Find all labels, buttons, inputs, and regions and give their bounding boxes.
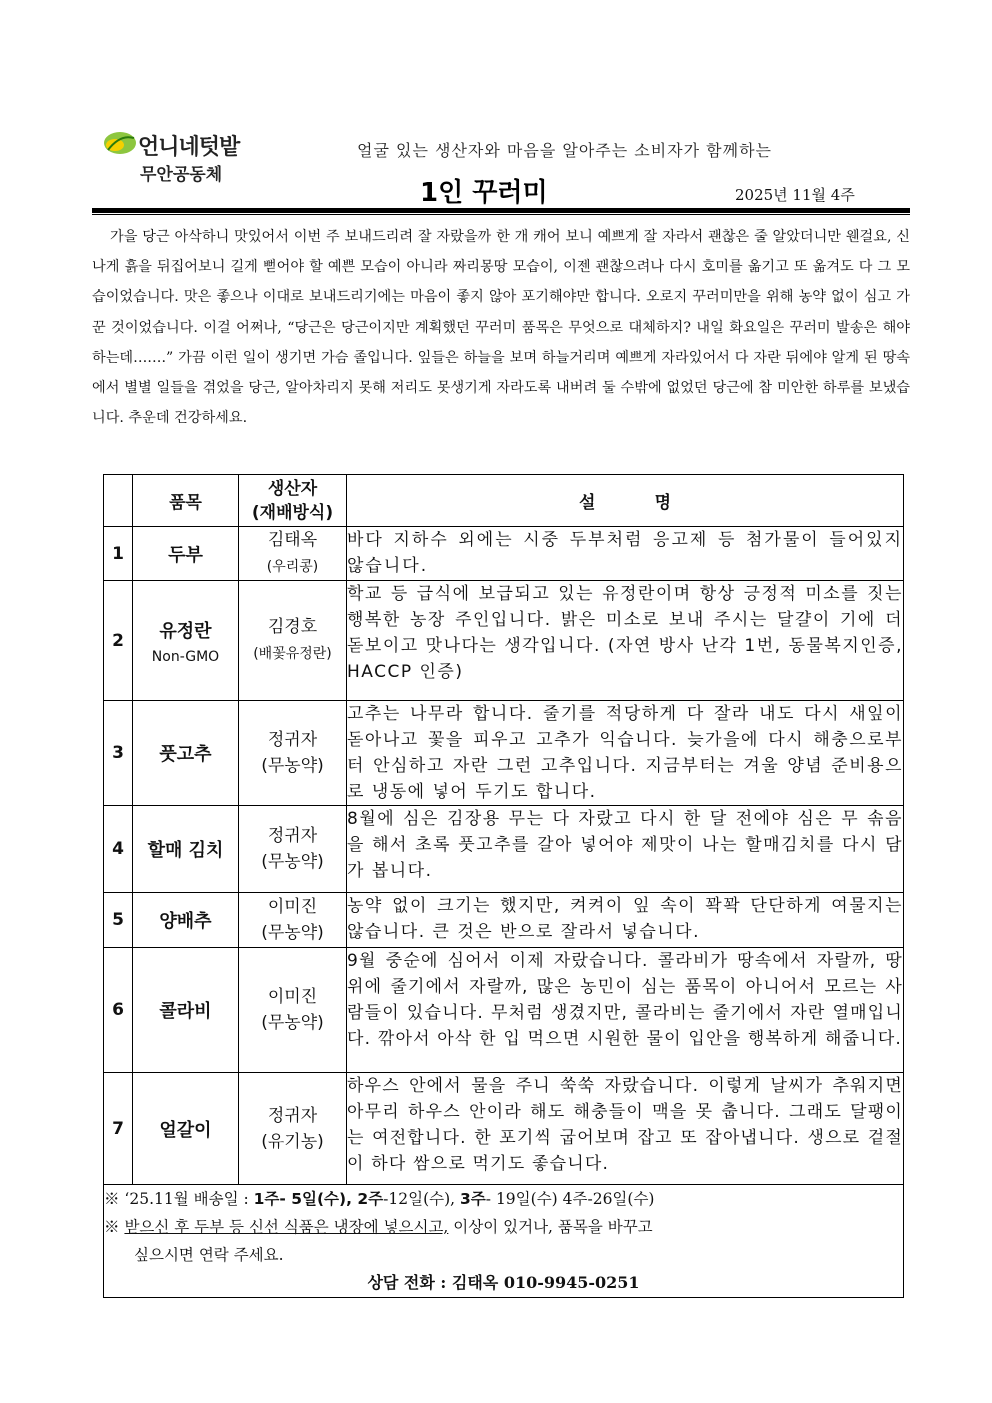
logo-name: 언니네텃밭 — [138, 135, 240, 160]
item-name: 유정란 — [159, 620, 212, 642]
shipping-week2: -12일(수), — [383, 1190, 461, 1208]
item-name: 콜라비 — [159, 1001, 212, 1022]
header-method-label: (재배방식) — [251, 502, 334, 523]
row-number: 3 — [104, 701, 133, 806]
shipping-dates — [104, 1185, 903, 1213]
item-description: 농약 없이 크기는 했지만, 켜켜이 잎 속이 꽉꽉 단단하게 여물지는 않습니다. 큰 것은 반으로 잘라서 넣습니다. — [347, 893, 904, 948]
table-row — [104, 893, 904, 948]
row-number: 4 — [104, 806, 133, 893]
farming-method: (무농약) — [261, 923, 324, 943]
page-title: 1인 꾸러미 — [420, 178, 548, 208]
producer-cell — [239, 893, 347, 948]
producer-cell — [239, 527, 347, 581]
producer-name: 이미진 — [267, 897, 318, 917]
notes-cell — [104, 1185, 904, 1298]
header-item: 품목 — [133, 475, 239, 527]
producer-name: 정귀자 — [267, 826, 318, 846]
row-number: 1 — [104, 527, 133, 581]
table-row — [104, 527, 904, 581]
items-table — [103, 474, 904, 1298]
shipping-prefix: ※ ‘25.11월 배송일 : — [104, 1190, 254, 1208]
storage-note — [104, 1213, 903, 1241]
item-description: 고추는 나무라 합니다. 줄기를 적당하게 다 잘라 내도 다시 새잎이 돋아나고 꽃을 피우고 고추가 익습니다. 늦가을에 다시 해충으로부터 안심하고 자란 그런 고추입니다. 지금부터는 겨울 양념 준비용으로 냉동에 넣어 두기도 합니다. — [347, 701, 904, 806]
logo — [100, 128, 260, 184]
farming-method: (우리콩) — [266, 559, 319, 575]
row-number: 5 — [104, 893, 133, 948]
item-name-cell — [133, 581, 239, 701]
logo-org: 무안공동체 — [140, 165, 223, 185]
item-name: 풋고추 — [159, 744, 212, 765]
table-row — [104, 701, 904, 806]
producer-name: 정귀자 — [267, 1105, 318, 1126]
table-row — [104, 1073, 904, 1185]
leaf-logo-icon — [102, 130, 138, 156]
item-name: 양배추 — [159, 911, 212, 932]
farming-method: (무농약) — [261, 1013, 324, 1033]
storage-note-line2: 싶으시면 연락 주세요. — [134, 1246, 284, 1264]
item-description: 8월에 심은 김장용 무는 다 자랐고 다시 한 달 전에야 심은 무 솎음을 해서 초록 풋고추를 갈아 넣어야 제맛이 나는 할매김치를 다시 담가 봅니다. — [347, 806, 904, 893]
row-number: 7 — [104, 1073, 133, 1185]
item-name-cell — [133, 527, 239, 581]
table-row — [104, 948, 904, 1073]
table-header-row — [104, 475, 904, 527]
item-description: 학교 등 급식에 보급되고 있는 유정란이며 항상 긍정적 미소를 짓는 행복한 농장 주인입니다. 밝은 미소로 보내 주시는 달걀이 기에 더 돋보이고 맛나다는 생각입니다. (자연 방사 난각 1번, 동물복지인증, HACCP 인증) — [347, 581, 904, 701]
slogan: 얼굴 있는 생산자와 마음을 알아주는 소비자가 함께하는 — [357, 141, 773, 160]
shipping-week2-label: 2주 — [352, 1190, 384, 1208]
storage-rest: 이상이 있거나, 품목을 바꾸고 — [448, 1218, 653, 1236]
header-no — [104, 475, 133, 527]
storage-prefix: ※ — [104, 1218, 125, 1236]
intro-paragraph: 가을 당근 아삭하니 맛있어서 이번 주 보내드리려 잘 자랐을까 한 개 캐어 보니 예쁘게 잘 자라서 괜찮은 줄 알았더니만 웬걸요, 신나게 흙을 뒤집어보니 길게 뻗어야 할 예쁜 모습이 아니라 짜리몽땅 모습이, 이젠 괜찮으려나 다시 호미를 옮기고 또 옮겨도 다 그 모습이었습니다. 맛은 좋으나 이대로 보내드리기에는 마음이 좋지 않아 포기해야만 합니다. 오로지 꾸러미만을 위해 농약 없이 심고 가꾼 것이었습니다. 이걸 어쩌나, “당근은 당근이지만 계획했던 꾸러미 품목은 무엇으로 대체하지? 내일 화요일은 꾸러미 발송은 해야 하는데…….” 가끔 이런 일이 생기면 가슴 졸입니다. 잎들은 하늘을 보며 하늘거리며 예쁘게 자라있어서 다 자란 뒤에야 알게 된 땅속에서 별별 일들을 겪었을 당근, 알아차리지 못해 저리도 못생기게 자라도록 내버려 둘 수밖에 없었던 당근에 참 미안한 하루를 보냈습니다. 추운데 건강하세요. — [92, 229, 910, 427]
item-name-cell — [133, 893, 239, 948]
header-divider-thin — [92, 214, 910, 215]
farming-method: (배꽃유정란) — [253, 646, 332, 662]
item-name: 두부 — [168, 544, 203, 566]
producer-cell — [239, 1073, 347, 1185]
item-description: 바다 지하수 외에는 시중 두부처럼 응고제 등 첨가물이 들어있지 않습니다. — [347, 527, 904, 581]
shipping-week1: 1주- 5일(수), — [253, 1190, 352, 1208]
producer-cell — [239, 701, 347, 806]
shipping-week3-label: 3주 — [460, 1190, 486, 1208]
header-description: 설 명 — [347, 475, 904, 527]
table-row — [104, 806, 904, 893]
producer-name: 정귀자 — [267, 730, 318, 750]
producer-name: 이미진 — [267, 987, 318, 1007]
header-divider — [92, 208, 910, 213]
storage-instruction: 받으신 후 두부 등 신선 식품은 냉장에 넣으시고, — [124, 1218, 449, 1236]
item-name-cell — [133, 948, 239, 1073]
farming-method: (무농약) — [261, 756, 324, 776]
farming-method: (유기농) — [261, 1131, 324, 1152]
shipping-week3-4: - 19일(수) 4주-26일(수) — [485, 1190, 655, 1208]
item-name-cell — [133, 701, 239, 806]
header-producer-label: 생산자 — [267, 478, 318, 499]
row-number: 2 — [104, 581, 133, 701]
notes-row — [104, 1185, 904, 1298]
producer-name: 김태옥 — [267, 530, 318, 550]
item-name: 얼갈이 — [159, 1119, 212, 1141]
producer-cell — [239, 948, 347, 1073]
item-sub-label: Non-GMO — [151, 648, 220, 665]
issue-date: 2025년 11월 4주 — [735, 186, 855, 204]
row-number: 6 — [104, 948, 133, 1073]
item-name-cell — [133, 1073, 239, 1185]
header-producer — [239, 475, 347, 527]
contact-phone: 상담 전화 : 김태옥 010-9945-0251 — [367, 1273, 640, 1292]
producer-cell — [239, 806, 347, 893]
item-description: 하우스 안에서 물을 주니 쑥쑥 자랐습니다. 이렇게 날씨가 추워지면 아무리 하우스 안이라 해도 해충들이 맥을 못 춥니다. 그래도 달팽이는 여전합니다. 한 포기씩 굽어보며 잡고 또 잡아냅니다. 생으로 겉절이 하다 쌈으로 먹기도 좋습니다. — [347, 1073, 904, 1185]
item-name: 할매 김치 — [147, 840, 224, 861]
item-description: 9월 중순에 심어서 이제 자랐습니다. 콜라비가 땅속에서 자랄까, 땅 위에 줄기에서 자랄까, 많은 농민이 심는 품목이 아니어서 모르는 사람들이 있습니다. 무처럼 생겼지만, 콜라비는 줄기에서 자란 열매입니다. 깎아서 아삭 한 입 먹으면 시원한 물이 입안을 행복하게 해줍니다. — [347, 948, 904, 1073]
producer-cell — [239, 581, 347, 701]
table-row — [104, 581, 904, 701]
producer-name: 김경호 — [267, 617, 318, 637]
farming-method: (무농약) — [261, 852, 324, 872]
item-name-cell — [133, 806, 239, 893]
